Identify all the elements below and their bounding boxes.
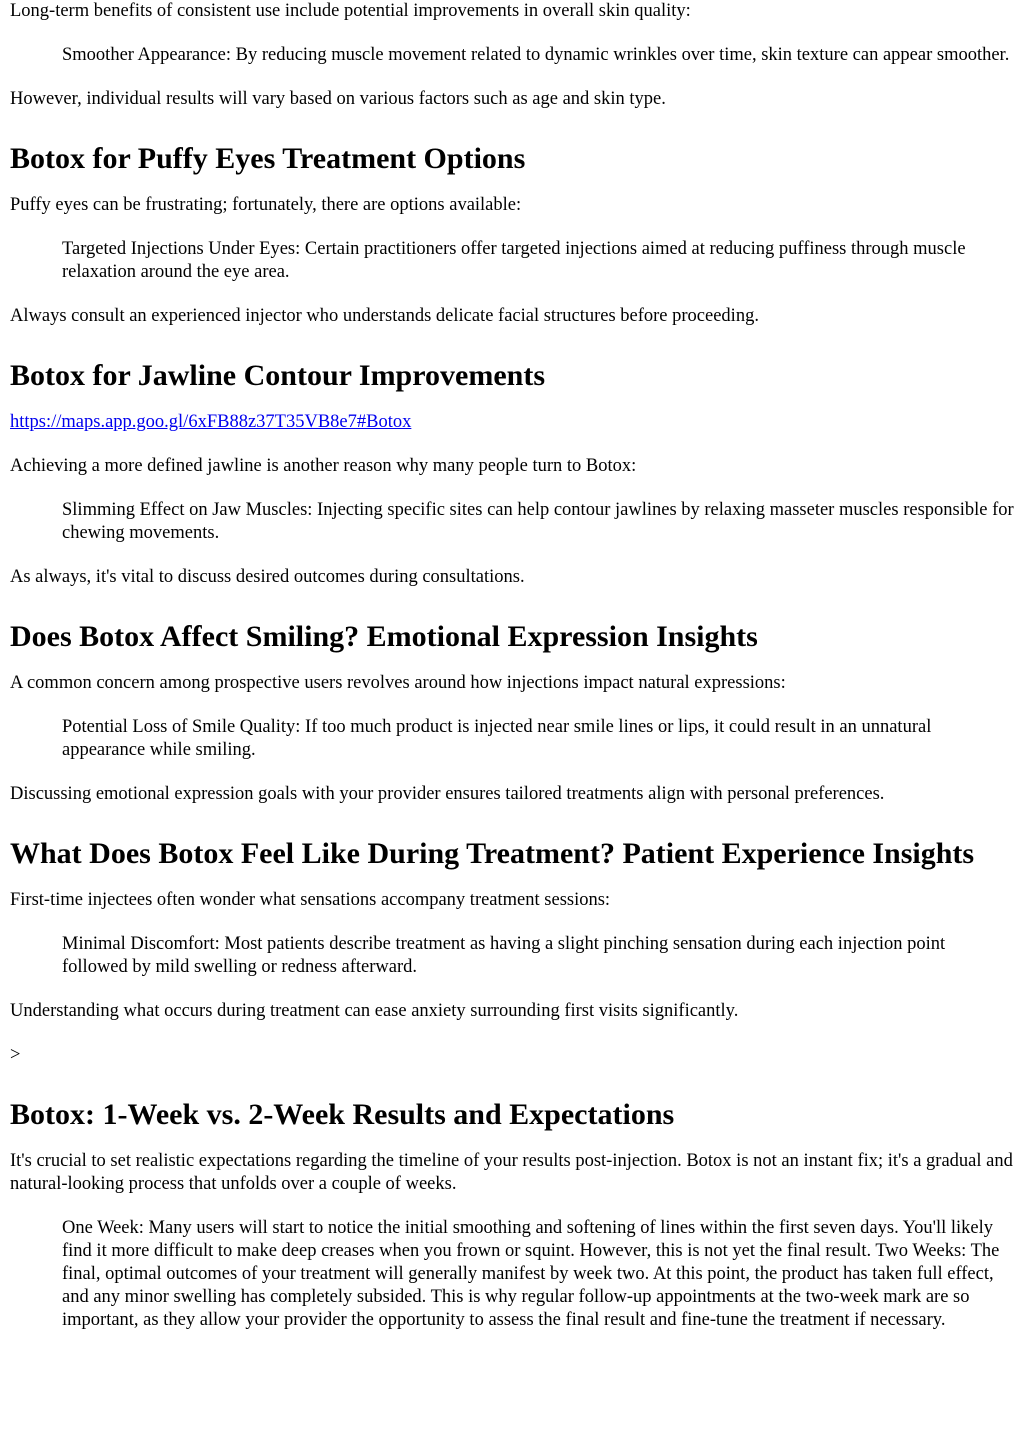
- stray-marker: >: [10, 1045, 21, 1065]
- results-lead-paragraph: It's crucial to set realistic expectations regarding the timeline of your results post-injection. Botox is not an instant fix; it's a gradual and natural-looking process that unfolds over a couple of weeks.: [10, 1151, 1013, 1194]
- puffy-blockquote: Targeted Injections Under Eyes: Certain practitioners offer targeted injections aimed at reducing puffiness through muscle relaxation around the eye area.: [62, 239, 966, 282]
- intro-paragraph: Long-term benefits of consistent use include potential improvements in overall skin quality:: [10, 1, 691, 21]
- heading-jawline: Botox for Jawline Contour Improvements: [10, 359, 545, 392]
- puffy-lead-paragraph: Puffy eyes can be frustrating; fortunately, there are options available:: [10, 195, 522, 215]
- smiling-outro-paragraph: Discussing emotional expression goals with your provider ensures tailored treatments align with personal preferences.: [10, 784, 885, 804]
- smiling-lead-paragraph: A common concern among prospective users revolves around how injections impact natural expressions:: [10, 673, 786, 693]
- feel-outro-paragraph: Understanding what occurs during treatment can ease anxiety surrounding first visits significantly.: [10, 1001, 739, 1021]
- jawline-outro-paragraph: As always, it's vital to discuss desired outcomes during consultations.: [10, 567, 525, 587]
- intro-blockquote: Smoother Appearance: By reducing muscle movement related to dynamic wrinkles over time, skin texture can appear smoother.: [62, 45, 1010, 65]
- heading-puffy-eyes: Botox for Puffy Eyes Treatment Options: [10, 142, 526, 175]
- maps-link[interactable]: https://maps.app.goo.gl/6xFB88z37T35VB8e7#Botox: [10, 412, 412, 432]
- jawline-lead-paragraph: Achieving a more defined jawline is another reason why many people turn to Botox:: [10, 456, 637, 476]
- jawline-blockquote: Slimming Effect on Jaw Muscles: Injecting specific sites can help contour jawlines by relaxing masseter muscles responsible for chewing movements.: [62, 500, 1014, 543]
- feel-blockquote: Minimal Discomfort: Most patients describe treatment as having a slight pinching sensation during each injection point followed by mild swelling or redness afterward.: [62, 934, 946, 977]
- feel-lead-paragraph: First-time injectees often wonder what sensations accompany treatment sessions:: [10, 890, 611, 910]
- jawline-link-paragraph: [10, 411, 1014, 434]
- smiling-blockquote: Potential Loss of Smile Quality: If too much product is injected near smile lines or lips, it could result in an unnatural appearance while smiling.: [62, 717, 932, 760]
- heading-results: Botox: 1-Week vs. 2-Week Results and Expectations: [10, 1098, 675, 1131]
- intro-outro-paragraph: However, individual results will vary based on various factors such as age and skin type.: [10, 89, 666, 109]
- puffy-outro-paragraph: Always consult an experienced injector who understands delicate facial structures before proceeding.: [10, 306, 759, 326]
- results-blockquote: One Week: Many users will start to notice the initial smoothing and softening of lines within the first seven days. You'll likely find it more difficult to make deep creases when you frown or squint. However, this is not yet the final result. Two Weeks: The final, optimal outcomes of your treatment will generally manifest by week two. At this point, the product has taken full effect, and any minor swelling has completely subsided. This is why regular follow-up appointments at the two-week mark are so important, as they allow your provider the opportunity to assess the final result and fine-tune the treatment if necessary.: [62, 1218, 1000, 1330]
- heading-treatment-feel: What Does Botox Feel Like During Treatment? Patient Experience Insights: [10, 837, 975, 870]
- heading-smiling: Does Botox Affect Smiling? Emotional Expression Insights: [10, 620, 758, 653]
